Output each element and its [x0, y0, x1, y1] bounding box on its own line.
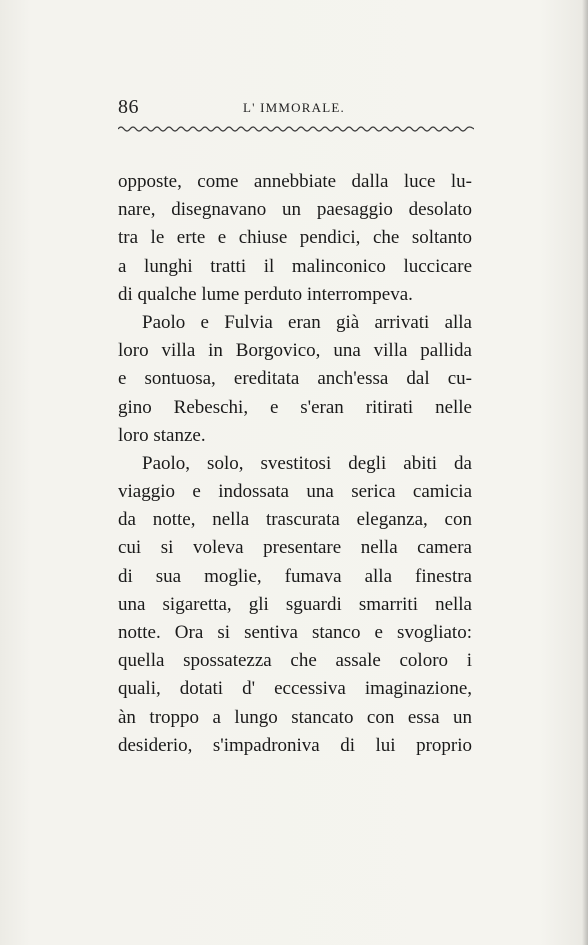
text-line: gino Rebeschi, e s'eran ritirati nelle [118, 396, 472, 418]
text-line: una sigaretta, gli sguardi smarriti nella [118, 593, 472, 615]
text-line: e sontuosa, ereditata anch'essa dal cu- [118, 368, 472, 390]
text-line: quella spossatezza che assale coloro i [118, 650, 472, 672]
page-edge-shadow [582, 0, 588, 945]
text-line: cui si voleva presentare nella camera [118, 537, 472, 559]
text-line: àn troppo a lungo stancato con essa un [118, 706, 472, 728]
page-number: 86 [118, 96, 139, 118]
text-line: di qualche lume perduto interrompeva. [118, 283, 413, 305]
running-title: L' IMMORALE. [243, 100, 345, 115]
text-line: opposte, come annebbiate dalla luce lu- [118, 171, 472, 192]
text-line: notte. Ora si sentiva stanco e svogliato: [118, 622, 472, 643]
text-line: nare, disegnavano un paesaggio desolato [118, 199, 472, 221]
page-header [118, 96, 474, 120]
text-line: viaggio e indossata una serica camicia [118, 481, 472, 503]
text-line: Paolo, solo, svestitosi degli abiti da [142, 452, 472, 474]
text-line: tra le erte e chiuse pendici, che soltanto [118, 227, 472, 249]
text-line: desiderio, s'impadroniva di lui proprio [118, 734, 472, 756]
body-text [118, 168, 472, 760]
text-line: quali, dotati d' eccessiva imaginazione, [118, 678, 472, 700]
text-line: loro villa in Borgovico, una villa pallida [118, 340, 472, 362]
text-line: da notte, nella trascurata eleganza, con [118, 509, 472, 531]
text-line: a lunghi tratti il malinconico luccicare [118, 255, 472, 277]
text-line: loro stanze. [118, 424, 206, 446]
wavy-rule-ornament [118, 124, 474, 134]
text-line: Paolo e Fulvia eran già arrivati alla [142, 311, 472, 333]
text-line: di sua moglie, fumava alla finestra [118, 565, 472, 587]
